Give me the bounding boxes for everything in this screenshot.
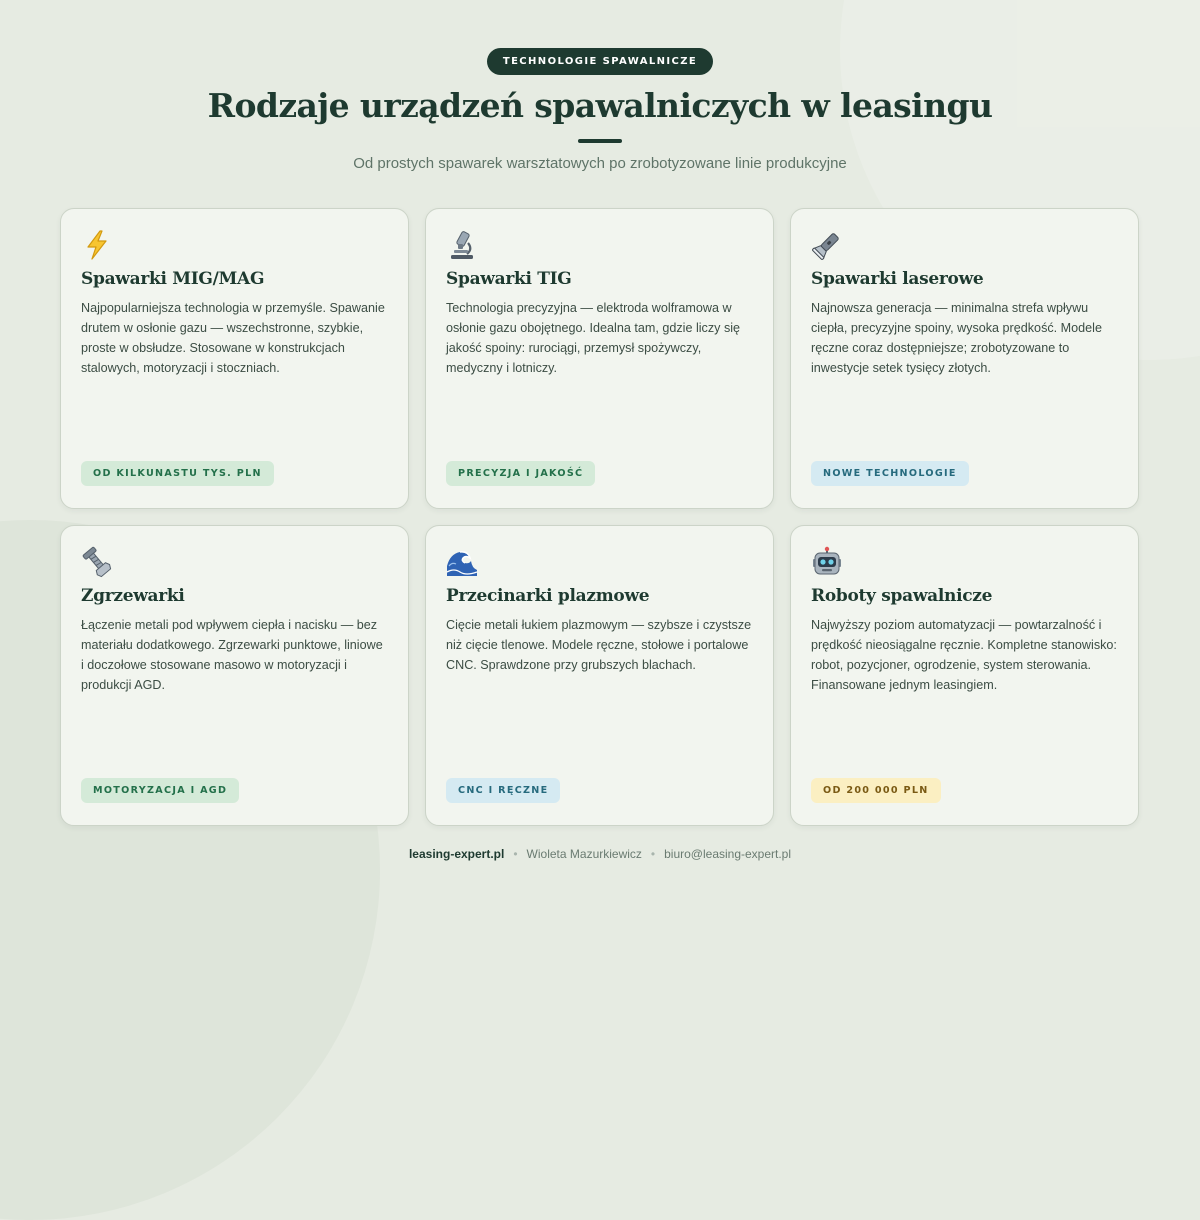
footer-email-link[interactable]: biuro@leasing-expert.pl: [664, 847, 792, 861]
footer-separator: •: [513, 847, 518, 861]
flashlight-icon: [811, 229, 843, 261]
footer-contact-name: Wioleta Mazurkiewicz: [526, 847, 642, 861]
card-description: Cięcie metali łukiem plazmowym — szybsze i czystsze niż cięcie tlenowe. Modele ręczne, stołowe i portalowe CNC. Sprawdzone przy grubszych blachach.: [446, 618, 752, 672]
card-title: Spawarki MIG/MAG: [81, 269, 265, 289]
card-laser: [790, 208, 1139, 509]
nut-and-bolt-icon: [81, 546, 113, 578]
page-title: Rodzaje urządzeń spawalniczych w leasingu: [207, 86, 993, 125]
card-tag: OD 200 000 PLN: [811, 778, 941, 803]
card-description: Najnowsza generacja — minimalna strefa wpływu ciepła, precyzyjne spoiny, wysoka prędkość. Modele ręczne coraz dostępniejsze; zrobotyzowane to inwestycje setek tysięcy złotych.: [811, 301, 1102, 375]
footer: [0, 847, 1200, 861]
lightning-icon: [81, 229, 113, 261]
microscope-icon: [446, 229, 478, 261]
card-tag: PRECYZJA I JAKOŚĆ: [446, 461, 595, 486]
card-description: Najpopularniejsza technologia w przemyśle. Spawanie drutem w osłonie gazu — wszechstronne, szybkie, proste w obsłudze. Stosowane w konstrukcjach stalowych, motoryzacji i stoczniach.: [81, 301, 385, 375]
card-mig-mag: [60, 208, 409, 509]
card-robots: [790, 525, 1139, 826]
title-divider: [578, 139, 622, 143]
card-tag: OD KILKUNASTU TYS. PLN: [81, 461, 274, 486]
wave-icon: [446, 546, 478, 578]
card-tag: NOWE TECHNOLOGIE: [811, 461, 969, 486]
card-title: Spawarki laserowe: [811, 269, 984, 289]
card-zgrzewarki: [60, 525, 409, 826]
card-title: Przecinarki plazmowe: [446, 586, 650, 606]
footer-separator: •: [650, 847, 656, 861]
card-description: Łączenie metali pod wpływem ciepła i nacisku — bez materiału dodatkowego. Zgrzewarki punktowe, liniowe i doczołowe stosowane masowo w motoryzacji i produkcji AGD.: [81, 618, 383, 692]
page-subtitle: Od prostych spawarek warsztatowych po zrobotyzowane linie produkcyjne: [353, 155, 847, 172]
card-plasma: [425, 525, 774, 826]
card-title: Zgrzewarki: [81, 586, 185, 606]
card-title: Roboty spawalnicze: [811, 586, 993, 606]
card-description: Najwyższy poziom automatyzacji — powtarzalność i prędkość nieosiągalne ręcznie. Kompletne stanowisko: robot, pozycjoner, ogrodzenie, system sterowania. Finansowane jednym leasingiem.: [811, 618, 1117, 692]
robot-icon: [811, 546, 843, 578]
card-tag: MOTORYZACJA I AGD: [81, 778, 239, 803]
device-cards-grid: [60, 208, 1140, 826]
card-tag: CNC I RĘCZNE: [446, 778, 560, 803]
section-badge: TECHNOLOGIE SPAWALNICZE: [487, 48, 713, 75]
card-tig: [425, 208, 774, 509]
card-description: Technologia precyzyjna — elektroda wolframowa w osłonie gazu obojętnego. Idealna tam, gdzie liczy się jakość spoiny: rurociągi, przemysł spożywczy, medyczny i lotniczy.: [446, 301, 741, 375]
card-title: Spawarki TIG: [446, 269, 572, 289]
footer-site-link[interactable]: leasing-expert.pl: [408, 847, 505, 861]
